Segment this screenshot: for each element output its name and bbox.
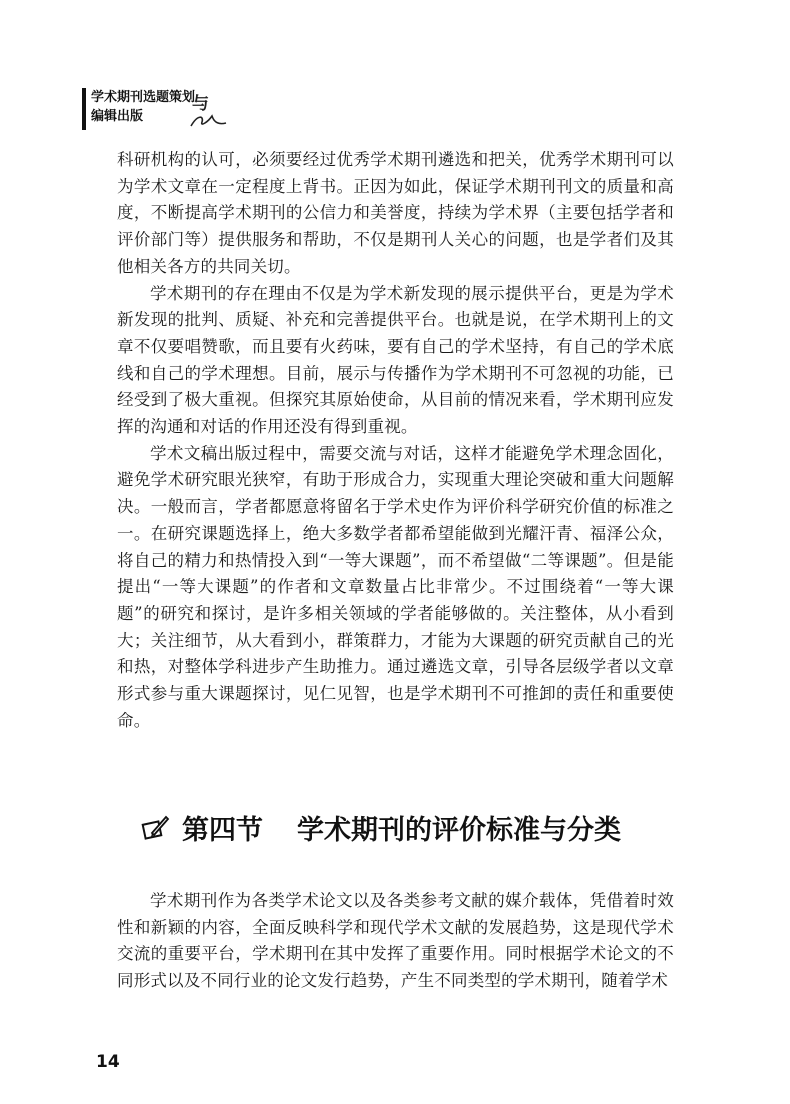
svg-text:与: 与 [192, 94, 209, 114]
section-title: 学术期刊的评价标准与分类 [297, 815, 621, 846]
section-heading [140, 808, 621, 847]
header-bar [82, 88, 86, 130]
body-text-bottom [117, 888, 674, 995]
page-number: 14 [96, 1052, 120, 1072]
header-line-1: 学术期刊选题策划 [91, 90, 196, 105]
section-number: 第四节 [182, 815, 263, 846]
body-text-top [117, 147, 674, 734]
running-header [82, 88, 209, 130]
paragraph: 学术文稿出版过程中，需要交流与对话，这样才能避免学术理念固化，避免学术研究眼光狭窄，有助于形成合力，实现重大理论突破和重大问题解决。一般而言，学者都愿意将留名于学术史作为评价科学研究价值的标准之一。在研究课题选择上，绝大多数学者都希望能做到光耀汗青、福泽公众，将自己的精力和热情投入到“一等大课题”，而不希望做“二等课题”。但是能提出“一等大课题”的作者和文章数量占比非常少。不过围绕着“一等大课题”的研究和探讨，是许多相关领域的学者能够做的。关注整体，从小看到大；关注细节，从大看到小，群策群力，才能为大课题的研究贡献自己的光和热，对整体学科进步产生助推力。通过遴选文章，引导各层级学者以文章形式参与重大课题探讨，见仁见智，也是学术期刊不可推卸的责任和重要使命。 [117, 443, 674, 730]
paragraph: 学术期刊作为各类学术论文以及各类参考文献的媒介载体，凭借着时效性和新颖的内容，全面反映科学和现代学术文献的发展趋势，这是现代学术交流的重要平台，学术期刊在其中发挥了重要作用。同时根据学术论文的不同形式以及不同行业的论文发行趋势，产生不同类型的学术期刊，随着学术 [117, 891, 674, 991]
calligraphy-logo-icon [188, 92, 230, 130]
pen-icon [140, 813, 170, 843]
paragraph: 学术期刊的存在理由不仅是为学术新发现的展示提供平台，更是为学术新发现的批判、质疑、补充和完善提供平台。也就是说，在学术期刊上的文章不仅要唱赞歌，而且要有火药味，要有自己的学术坚持，有自己的学术底线和自己的学术理想。目前，展示与传播作为学术期刊不可忽视的功能，已经受到了极大重视。但探究其原始使命，从目前的情况来看，学术期刊应发挥的沟通和对话的作用还没有得到重视。 [117, 283, 674, 437]
header-text [91, 88, 195, 126]
paragraph: 科研机构的认可，必须要经过优秀学术期刊遴选和把关，优秀学术期刊可以为学术文章在一定程度上背书。正因为如此，保证学术期刊刊文的质量和高度，不断提高学术期刊的公信力和美誉度，持续为学术界（主要包括学者和评价部门等）提供服务和帮助，不仅是期刊人关心的问题，也是学者们及其他相关各方的共同关切。 [117, 150, 674, 276]
header-line-2: 编辑出版 [91, 109, 144, 124]
